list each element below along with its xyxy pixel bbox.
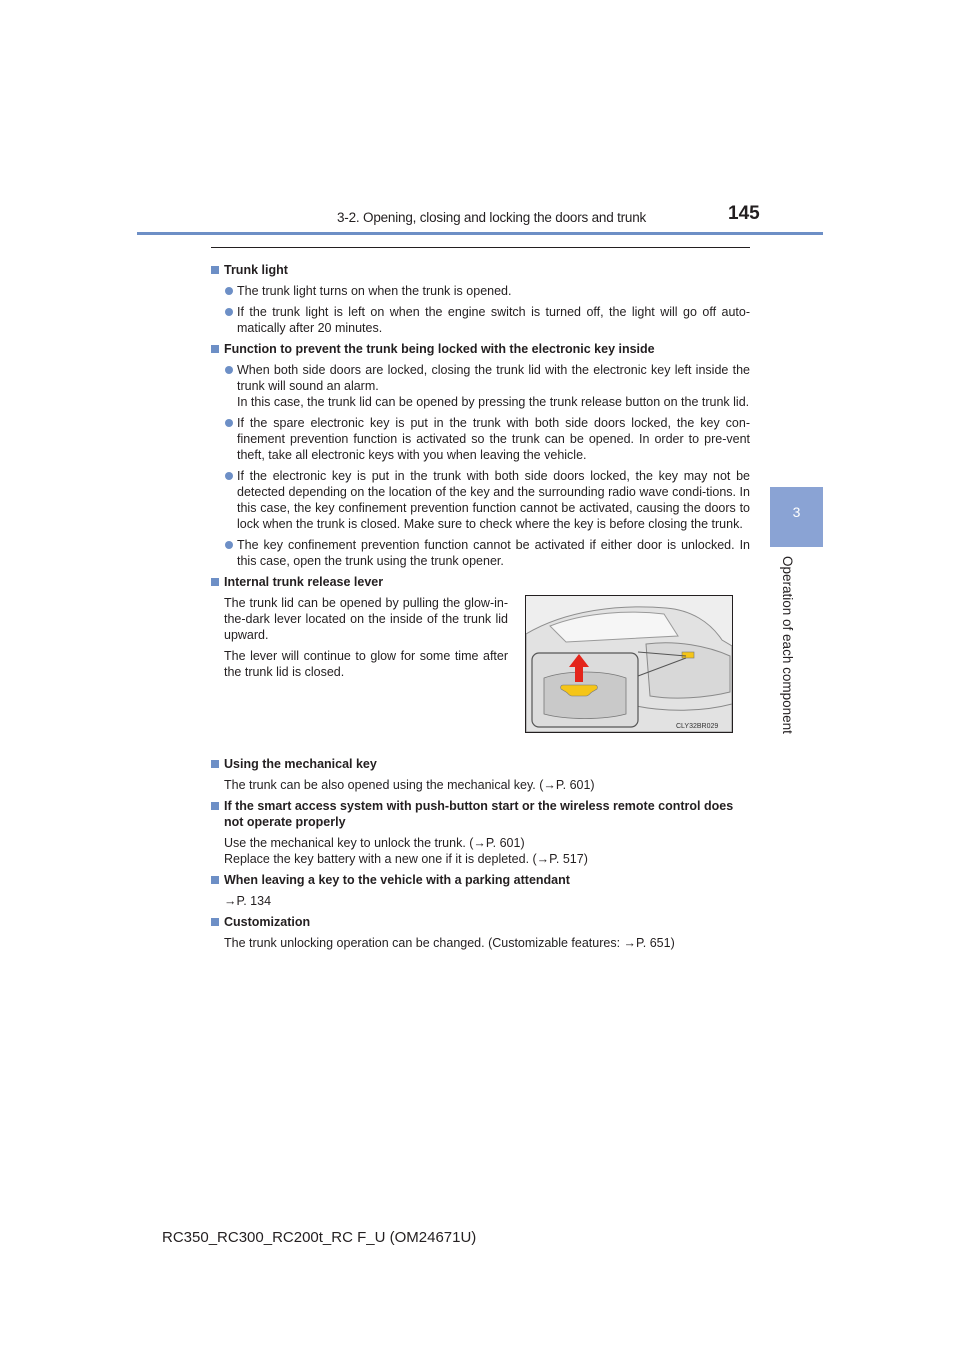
square-bullet-icon <box>211 578 219 586</box>
internal-release-text <box>224 595 508 685</box>
car-trunk-lever-icon <box>526 596 732 732</box>
trunk-release-illustration <box>525 595 733 733</box>
square-bullet-icon <box>211 760 219 768</box>
list-item: If the trunk light is left on when the engine switch is turned off, the light will go off auto-matically after 20 minutes. <box>211 304 750 336</box>
round-bullet-icon <box>225 472 233 480</box>
chapter-tab <box>770 487 823 547</box>
chapter-title: Operation of each component <box>780 556 795 734</box>
round-bullet-icon <box>225 366 233 374</box>
paragraph: The lever will continue to glow for some time after the trunk lid is closed. <box>224 649 508 679</box>
section-title-key-inside: Function to prevent the trunk being locked with the electronic key inside <box>211 341 750 357</box>
square-bullet-icon <box>211 266 219 274</box>
section-title-internal-release: Internal trunk release lever <box>211 574 750 590</box>
page-number: 145 <box>728 203 760 224</box>
list-item: If the electronic key is put in the trunk with both side doors locked, the key may not be detected depending on the location of the key and the surrounding radio wave condi-tions. In this case, the key confinement prevention function cannot be activated, causing the doors to lock when the trunk is closed. Make sure to check where the key is before closing the trunk. <box>211 468 750 532</box>
section-title-trunk-light: Trunk light <box>211 262 750 278</box>
square-bullet-icon <box>211 802 219 810</box>
square-bullet-icon <box>211 918 219 926</box>
square-bullet-icon <box>211 876 219 884</box>
footer-model-code: RC350_RC300_RC200t_RC F_U (OM24671U) <box>162 1229 477 1246</box>
round-bullet-icon <box>225 541 233 549</box>
round-bullet-icon <box>225 308 233 316</box>
chapter-side-label <box>779 556 795 746</box>
paragraph: The trunk can be also opened using the mechanical key. (→P. 601) <box>224 778 595 792</box>
section-title-system-not-operate: If the smart access system with push-button start or the wireless remote control does not operate properly <box>211 798 750 830</box>
round-bullet-icon <box>225 419 233 427</box>
paragraph: Use the mechanical key to unlock the trunk. (→P. 601) Replace the key battery with a new one if it is depleted. (→P. 517) <box>224 836 588 866</box>
list-item: The trunk light turns on when the trunk is opened. <box>211 283 750 299</box>
paragraph: The trunk unlocking operation can be changed. (Customizable features: →P. 651) <box>224 936 675 950</box>
content-top-rule <box>211 247 750 248</box>
page-reference: →P. 134 <box>224 894 272 908</box>
list-item: If the spare electronic key is put in the trunk with both side doors locked, the key con-finement prevention function is activated so the trunk can be opened. In order to pre-vent theft, take all electronic keys with you when leaving the vehicle. <box>211 415 750 463</box>
square-bullet-icon <box>211 345 219 353</box>
header-rule <box>137 232 823 235</box>
internal-release-block <box>211 595 750 751</box>
paragraph: The trunk lid can be opened by pulling the glow-in-the-dark lever located on the inside of the trunk lid upward. <box>224 596 508 642</box>
chapter-number: 3 <box>792 504 801 520</box>
section-title-mechanical-key: Using the mechanical key <box>211 756 750 772</box>
list-item: The key confinement prevention function cannot be activated if either door is unlocked. In this case, open the trunk using the trunk opener. <box>211 537 750 569</box>
section-title-customization: Customization <box>211 914 750 930</box>
round-bullet-icon <box>225 287 233 295</box>
list-item: When both side doors are locked, closing the trunk lid with the electronic key left inside the trunk will sound an alarm. In this case, the trunk lid can be opened by pressing the trunk release button on the trunk lid. <box>211 362 750 410</box>
running-header-title: 3-2. Opening, closing and locking the doors and trunk <box>337 210 647 225</box>
main-content <box>211 257 750 951</box>
figure-code: CLY32BR029 <box>676 723 719 730</box>
section-title-parking-attendant: When leaving a key to the vehicle with a parking attendant <box>211 872 750 888</box>
